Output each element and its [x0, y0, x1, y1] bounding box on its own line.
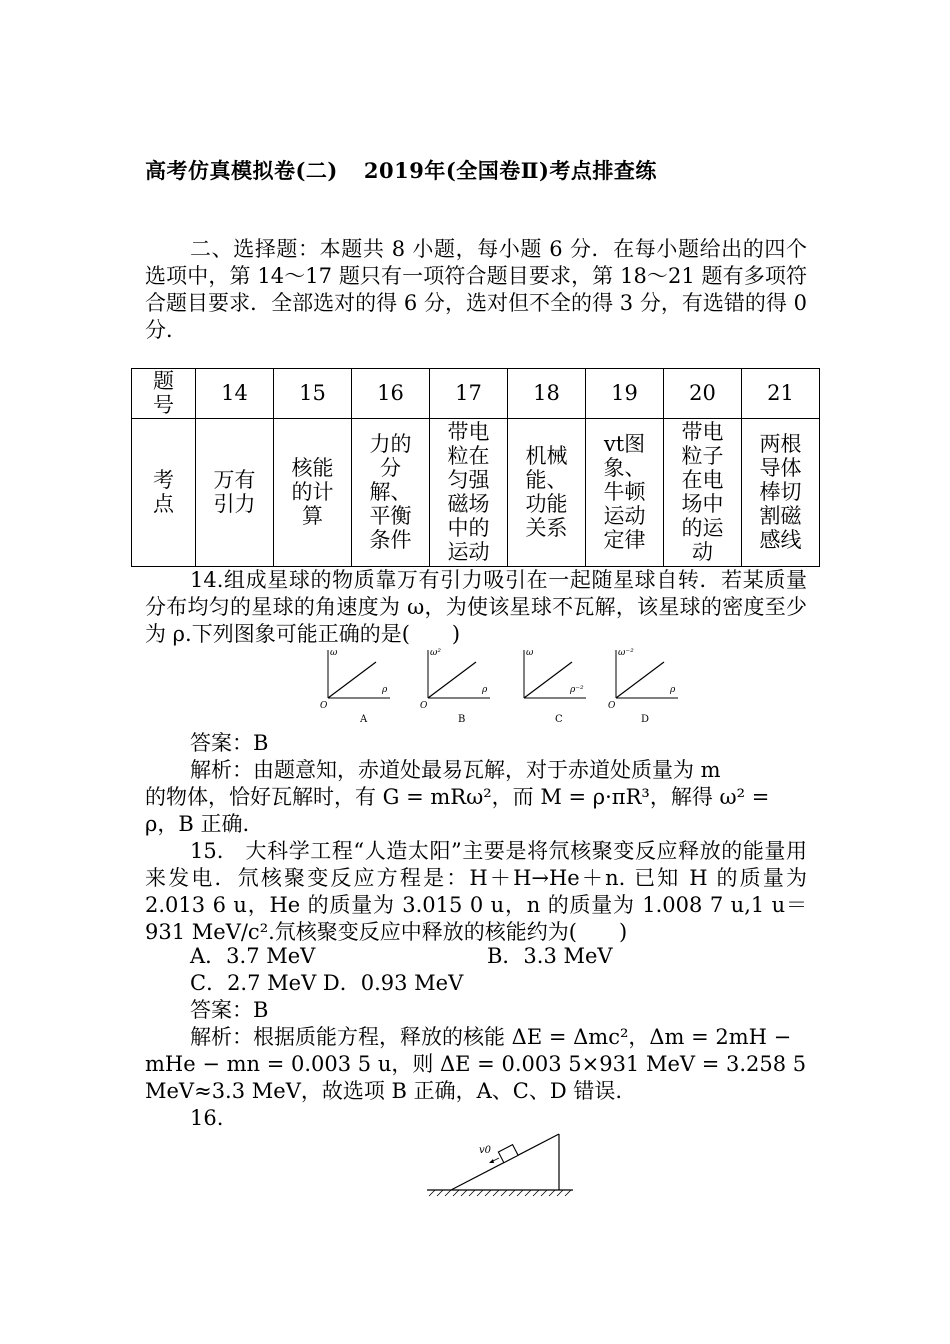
graph-a-xlabel: ρ	[382, 685, 388, 695]
table-cell	[352, 419, 430, 567]
table-header-number	[132, 369, 196, 419]
table-cell	[742, 419, 820, 567]
graph-c-ylabel: ω	[526, 648, 534, 658]
header-number-text: 题号	[153, 369, 174, 417]
table-row-numbers	[132, 369, 820, 419]
topic-text: 带电粒子在电场中的运动	[681, 420, 724, 564]
table-cell	[586, 419, 664, 567]
topic-text: vt图象、牛顿运动定律	[603, 432, 646, 552]
topic-text: 两根导体棒切割磁感线	[759, 432, 802, 552]
table-cell: 16	[352, 369, 430, 419]
topic-text: 带电粒在匀强磁场中的运动	[447, 420, 490, 564]
topic-text: 机械能、功能关系	[525, 444, 568, 540]
graph-b	[420, 648, 490, 725]
section-intro: 二、选择题：本题共 8 小题，每小题 6 分．在每小题给出的四个选项中，第 14～17 题只有一项符合题目要求，第 18～21 题有多项符合题目要求．全部选对的得 6 分，选对但不全的得 3 分，有选错的得 0 分．	[145, 237, 807, 342]
topic-text: 万有引力	[213, 468, 256, 516]
table-row-topics	[132, 419, 820, 567]
question-14-analysis-line3: ρ，B 正确.	[145, 812, 250, 836]
table-cell: 19	[586, 369, 664, 419]
question-14-graphs	[318, 646, 688, 726]
question-14-stem: 14.组成星球的物质靠万有引力吸引在一起随星球自转．若某质量分布均匀的星球的角速度为 ω，为使该星球不瓦解，该星球的密度至少为 ρ.下列图象可能正确的是( )	[145, 568, 807, 646]
graph-b-ylabel: ω²	[430, 648, 441, 658]
question-15-stem: 15. 大科学工程“人造太阳”主要是将氘核聚变反应释放的能量用来发电．氘核聚变反应方程是：H＋H→He＋n. 已知 H 的质量为 2.013 6 u，He 的质量为 3.015 0 u，n 的质量为 1.008 7 u,1 u＝931 MeV/c².氘核聚变反应中释放的核能约为( )	[145, 839, 807, 944]
question-16-number: 16.	[190, 1106, 224, 1130]
title-part2: 2019年(全国卷Ⅱ)考点排查练	[363, 158, 657, 183]
table-cell	[430, 419, 508, 567]
topic-text: 核能的计算	[291, 456, 334, 528]
question-15-option-b: B．3.3 MeV	[487, 944, 613, 968]
question-15-analysis-line1: 解析：根据质能方程，释放的核能 ΔE = Δmc²，Δm = 2mH −	[190, 1025, 792, 1049]
graph-d-ylabel: ω⁻²	[618, 648, 634, 658]
question-15-analysis-line2: mHe − mn = 0.003 5 u，则 ΔE = 0.003 5×931 MeV = 3.258 5	[145, 1052, 807, 1076]
graph-a-origin: O	[320, 701, 328, 711]
question-14-analysis-line1: 解析：由题意知，赤道处最易瓦解，对于赤道处质量为 m	[190, 758, 721, 782]
graph-a-ylabel: ω	[330, 648, 338, 658]
graph-c-xlabel: ρ⁻²	[570, 685, 584, 695]
graph-d-label: D	[641, 714, 650, 725]
velocity-label: v0	[479, 1145, 492, 1156]
page-title	[145, 155, 657, 185]
table-cell: 17	[430, 369, 508, 419]
table-cell	[508, 419, 586, 567]
graph-b-label: B	[458, 714, 466, 725]
topic-text: 力的分解、平衡条件	[369, 432, 412, 552]
table-cell: 20	[664, 369, 742, 419]
table-cell: 15	[274, 369, 352, 419]
graph-b-xlabel: ρ	[482, 685, 488, 695]
table-cell	[274, 419, 352, 567]
table-cell: 21	[742, 369, 820, 419]
question-15-analysis-line3: MeV≈3.3 MeV，故选项 B 正确，A、C、D 错误.	[145, 1079, 623, 1103]
question-15-answer: 答案：B	[190, 998, 269, 1022]
sliding-block	[498, 1145, 518, 1163]
table-cell: 14	[196, 369, 274, 419]
graph-b-origin: O	[420, 701, 428, 711]
question-15-option-cd: C．2.7 MeV D．0.93 MeV	[190, 971, 464, 995]
topic-table	[131, 368, 820, 567]
question-16-figure	[425, 1128, 575, 1198]
graph-d-xlabel: ρ	[670, 685, 676, 695]
question-15-option-a: A．3.7 MeV	[190, 944, 316, 968]
graph-a	[320, 648, 390, 725]
graph-d	[608, 648, 678, 725]
title-part1: 高考仿真模拟卷(二)	[145, 158, 338, 183]
question-14-answer: 答案：B	[190, 731, 269, 755]
table-header-topic	[132, 419, 196, 567]
graph-c	[524, 648, 586, 725]
question-14-analysis-line2: 的物体，恰好瓦解时，有 G = mRω²，而 M = ρ·πR³，解得 ω² =	[145, 785, 770, 809]
table-cell: 18	[508, 369, 586, 419]
table-cell	[196, 419, 274, 567]
graph-c-label: C	[555, 714, 563, 725]
header-topic-text: 考点	[153, 468, 174, 516]
table-cell	[664, 419, 742, 567]
graph-a-label: A	[360, 714, 368, 725]
graph-d-origin: O	[608, 701, 616, 711]
